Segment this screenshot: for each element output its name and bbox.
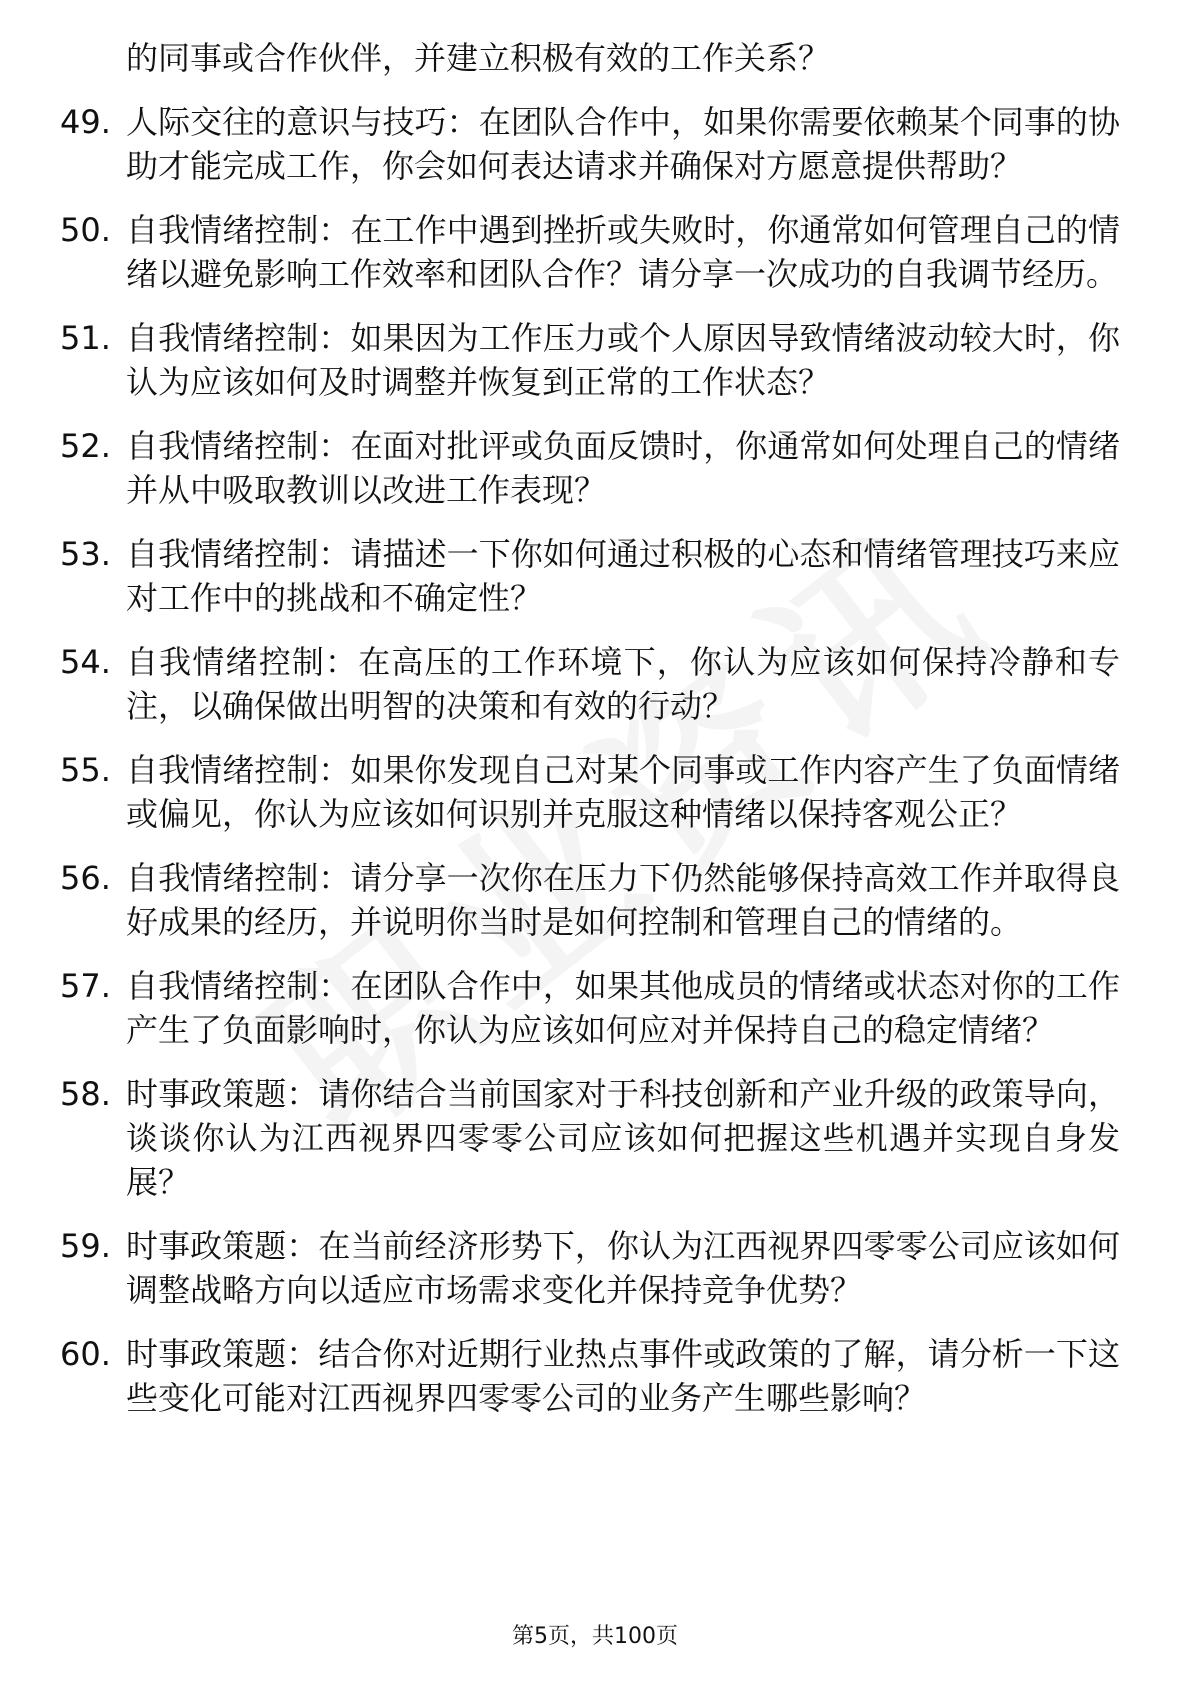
question-number: 52. xyxy=(60,427,111,465)
question-item xyxy=(60,1224,1120,1312)
question-text: 自我情绪控制：在工作中遇到挫折或失败时，你通常如何管理自己的情绪以避免影响工作效率和团队合作？请分享一次成功的自我调节经历。 xyxy=(126,211,1120,293)
continuation-text: 的同事或合作伙伴，并建立积极有效的工作关系？ xyxy=(126,39,831,77)
question-text: 自我情绪控制：在团队合作中，如果其他成员的情绪或状态对你的工作产生了负面影响时，你认为应该如何应对并保持自己的稳定情绪？ xyxy=(126,967,1120,1049)
question-item xyxy=(60,208,1120,296)
question-text: 自我情绪控制：在高压的工作环境下，你认为应该如何保持冷静和专注，以确保做出明智的决策和有效的行动？ xyxy=(126,643,1120,725)
page-footer: 第5页，共100页 xyxy=(512,1624,678,1649)
question-list xyxy=(60,36,1120,1440)
question-text: 自我情绪控制：请描述一下你如何通过积极的心态和情绪管理技巧来应对工作中的挑战和不确定性？ xyxy=(126,535,1120,617)
question-item xyxy=(60,532,1120,620)
question-text: 自我情绪控制：如果因为工作压力或个人原因导致情绪波动较大时，你认为应该如何及时调整并恢复到正常的工作状态？ xyxy=(126,319,1120,401)
question-item xyxy=(60,964,1120,1052)
question-number: 57. xyxy=(60,967,111,1005)
question-item xyxy=(60,1332,1120,1420)
question-item xyxy=(60,1072,1120,1204)
question-text: 时事政策题：请你结合当前国家对于科技创新和产业升级的政策导向，谈谈你认为江西视界四零零公司应该如何把握这些机遇并实现自身发展？ xyxy=(126,1075,1120,1201)
question-text: 自我情绪控制：请分享一次你在压力下仍然能够保持高效工作并取得良好成果的经历，并说明你当时是如何控制和管理自己的情绪的。 xyxy=(126,859,1120,941)
question-number: 49. xyxy=(60,103,111,141)
question-item xyxy=(60,316,1120,404)
question-number: 59. xyxy=(60,1227,111,1265)
question-number: 53. xyxy=(60,535,111,573)
question-text: 时事政策题：结合你对近期行业热点事件或政策的了解，请分析一下这些变化可能对江西视界四零零公司的业务产生哪些影响？ xyxy=(126,1335,1120,1417)
question-text: 自我情绪控制：在面对批评或负面反馈时，你通常如何处理自己的情绪并从中吸取教训以改进工作表现？ xyxy=(126,427,1120,509)
question-item xyxy=(60,100,1120,188)
question-number: 56. xyxy=(60,859,111,897)
question-item xyxy=(60,748,1120,836)
question-number: 60. xyxy=(60,1335,111,1373)
question-item xyxy=(60,856,1120,944)
question-text: 人际交往的意识与技巧：在团队合作中，如果你需要依赖某个同事的协助才能完成工作，你会如何表达请求并确保对方愿意提供帮助？ xyxy=(126,103,1120,185)
question-text: 时事政策题：在当前经济形势下，你认为江西视界四零零公司应该如何调整战略方向以适应市场需求变化并保持竞争优势？ xyxy=(126,1227,1120,1309)
question-number: 58. xyxy=(60,1075,111,1113)
question-item xyxy=(60,424,1120,512)
question-item xyxy=(60,640,1120,728)
question-number: 50. xyxy=(60,211,111,249)
question-text: 自我情绪控制：如果你发现自己对某个同事或工作内容产生了负面情绪或偏见，你认为应该如何识别并克服这种情绪以保持客观公正？ xyxy=(126,751,1120,833)
question-number: 55. xyxy=(60,751,111,789)
question-number: 51. xyxy=(60,319,111,357)
question-number: 54. xyxy=(60,643,111,681)
